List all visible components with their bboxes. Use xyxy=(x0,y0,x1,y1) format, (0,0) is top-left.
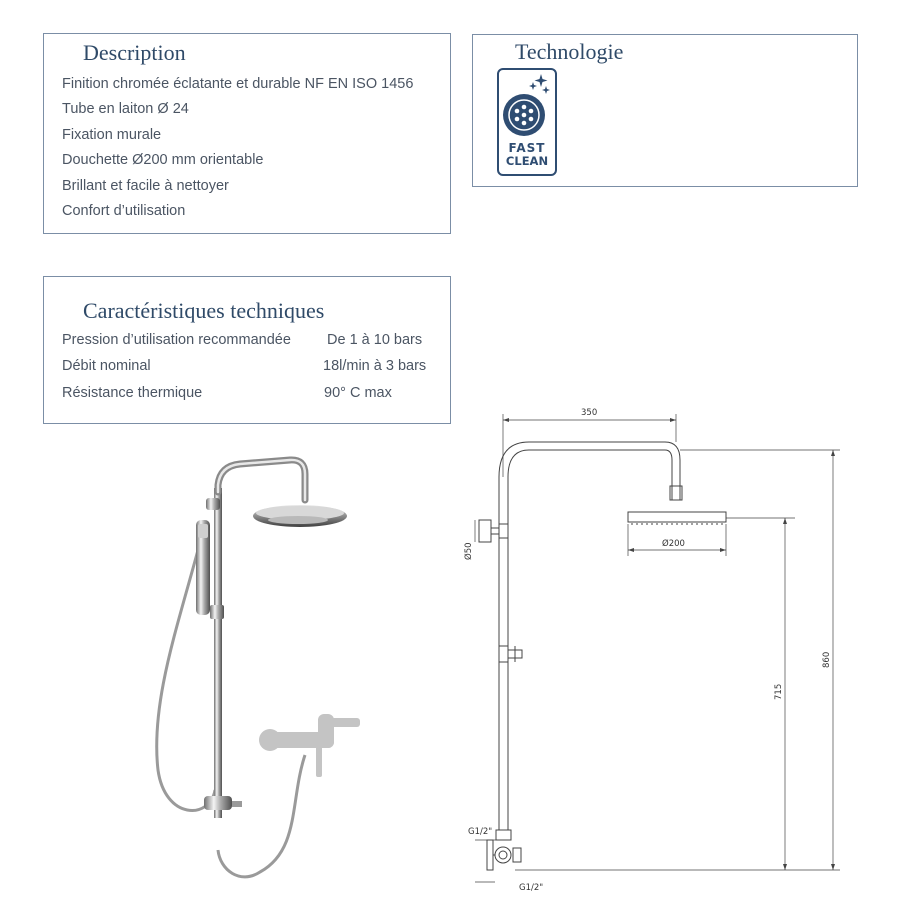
caracteristiques-title: Caractéristiques techniques xyxy=(83,298,325,323)
dim-head-diameter: Ø200 xyxy=(662,539,685,549)
fast-label: FAST xyxy=(508,141,546,155)
description-line: Brillant et facile à nettoyer xyxy=(62,178,229,194)
shower-column-illustration xyxy=(140,440,420,890)
technologie-panel xyxy=(472,34,858,187)
dim-bracket-diameter: Ø50 xyxy=(464,542,474,560)
clean-label: CLEAN xyxy=(505,154,549,168)
description-line: Finition chromée éclatante et durable NF EN ISO 1456 xyxy=(62,76,414,92)
description-title: Description xyxy=(83,40,186,65)
caracteristiques-panel xyxy=(43,276,451,424)
dim-thread-top: G1/2" xyxy=(468,827,493,837)
spec-value: De 1 à 10 bars xyxy=(327,332,423,348)
dim-width-top: 350 xyxy=(581,408,598,418)
fast-clean-logo xyxy=(497,68,557,176)
description-line: Tube en laiton Ø 24 xyxy=(62,101,189,117)
spec-label: Pression d’utilisation recommandée xyxy=(62,332,291,348)
technologie-title: Technologie xyxy=(515,39,624,64)
technical-drawing xyxy=(455,400,900,900)
dim-height-total: 860 xyxy=(822,651,832,668)
dim-height-head: 715 xyxy=(774,683,784,700)
description-panel xyxy=(43,33,451,234)
description-line: Fixation murale xyxy=(62,127,162,143)
dim-thread-bottom: G1/2" xyxy=(519,883,544,893)
spec-label: Résistance thermique xyxy=(62,385,203,401)
spec-label: Débit nominal xyxy=(62,358,151,374)
description-line: Confort d’utilisation xyxy=(62,203,186,219)
description-line: Douchette Ø200 mm orientable xyxy=(62,152,264,168)
spec-value: 90° C max xyxy=(324,385,392,401)
spec-value: 18l/min à 3 bars xyxy=(323,358,427,374)
